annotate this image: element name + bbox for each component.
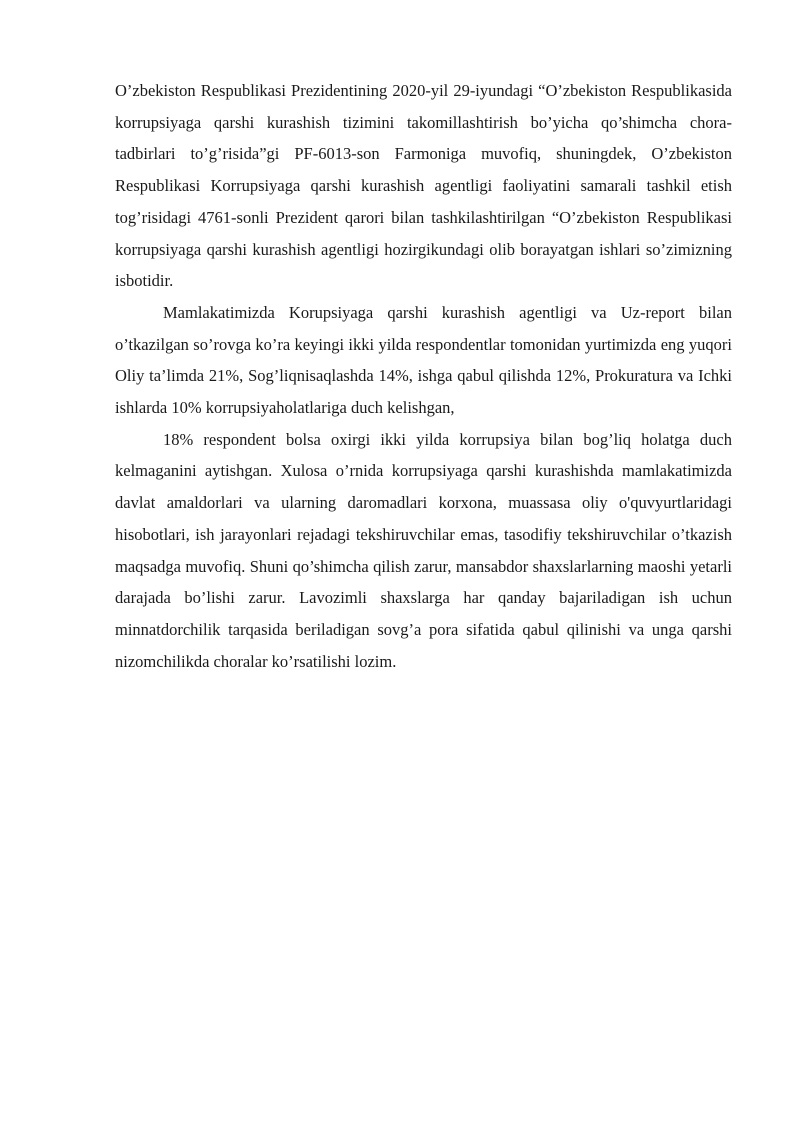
document-body [115, 75, 732, 677]
paragraph-conclusion: 18% respondent bolsa oxirgi ikki yilda korrupsiya bilan bog’liq holatga duch kelmaganini aytishgan. Xulosa o’rnida korrupsiyaga qarshi kurashishda mamlakatimizda davlat amaldorlari va ularning daromadlari korxona, muassasa oliy o'quvyurtlaridagi hisobotlari, ish jarayonlari rejadagi tekshiruvchilar emas, tasodifiy tekshiruvchilar o’tkazish maqsadga muvofiq. Shuni qo’shimcha qilish zarur, mansabdor shaxslarlarning maoshi yetarli darajada bo’lishi zarur. Lavozimli shaxslarga har qanday bajariladigan ish uchun minnatdorchilik tarqasida beriladigan sovg’a pora sifatida qabul qilinishi va unga qarshi nizomchilikda choralar ko’rsatilishi lozim. [115, 429, 732, 671]
paragraph-decree-intro: O’zbekiston Respublikasi Prezidentining 2020-yil 29-iyundagi “O’zbekiston Respublikasida korrupsiyaga qarshi kurashish tizimini takomillashtirish bo’yicha qo’shimcha chora-tadbirlari to’g’risida”gi PF-6013-son Farmoniga muvofiq, shuningdek, O’zbekiston Respublikasi Korrupsiyaga qarshi kurashish agentligi faoliyatini samarali tashkil etish tog’risidagi 4761-sonli Prezident qarori bilan tashkilashtirilgan “O’zbekiston Respublikasi korrupsiyaga qarshi kurashish agentligi hozirgikundagi olib borayatgan ishlari so’zimizning isbotidir. [115, 81, 732, 291]
paragraph-survey-results: Mamlakatimizda Korupsiyaga qarshi kurashish agentligi va Uz-report bilan o’tkazilgan so’rovga ko’ra keyingi ikki yilda respondentlar tomonidan yurtimizda eng yuqori Oliy ta’limda 21%, Sog’liqnisaqlashda 14%, ishga qabul qilishda 12%, Prokuratura va Ichki ishlarda 10% korrupsiyaholatlariga duch kelishgan, [115, 302, 732, 418]
